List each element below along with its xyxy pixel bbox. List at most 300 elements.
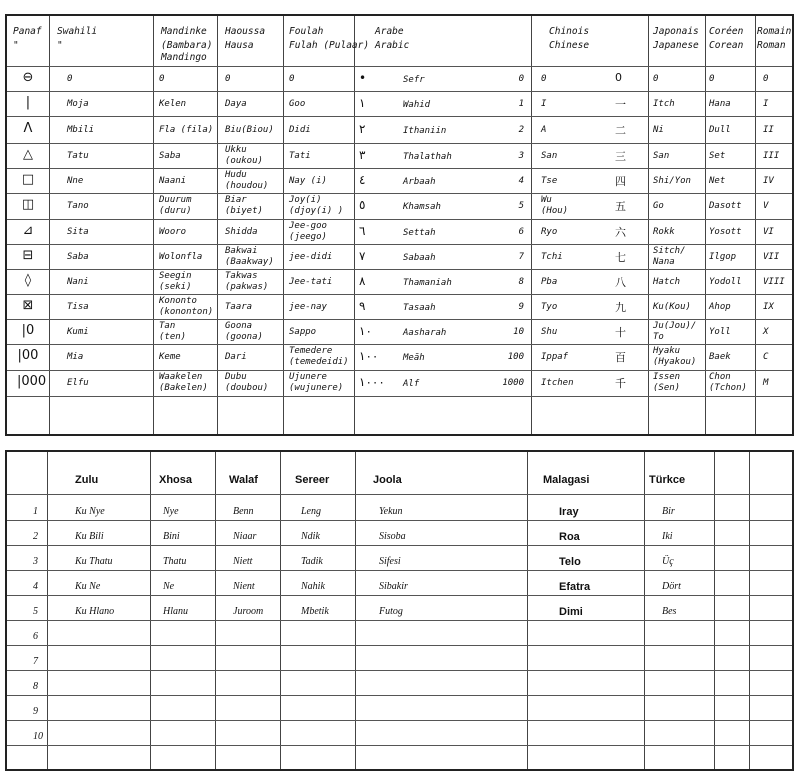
chinese-character: 百 xyxy=(615,351,626,364)
row-number: 2 xyxy=(33,531,38,542)
column-divider xyxy=(355,452,356,769)
panaf-numeral-symbol: |000 xyxy=(17,374,47,389)
cn_name-value: I xyxy=(541,99,547,109)
fulah-value: Jee-tati xyxy=(289,277,333,287)
hausa-value: Dubu xyxy=(225,372,247,382)
panaf-numeral-symbol: |0 xyxy=(21,323,35,338)
kr-value: (Tchon) xyxy=(709,383,747,393)
column-header: Chinois xyxy=(549,26,590,37)
language-header: Zulu xyxy=(75,474,99,486)
column-header-sub: Hausa xyxy=(225,40,254,51)
jp-value: Ju(Jou)/ xyxy=(653,321,697,331)
row-divider xyxy=(7,520,792,521)
jp-value: Hatch xyxy=(653,277,681,287)
mandinke-value: (seki) xyxy=(159,282,192,292)
row-divider xyxy=(7,91,792,92)
mandinke-value: Naani xyxy=(159,176,187,186)
mandinke-value: Wooro xyxy=(159,227,187,237)
hausa-value: (pakwas) xyxy=(225,282,269,292)
cn_name-value: Ryo xyxy=(541,227,558,237)
number-word: Ku Nye xyxy=(75,506,105,517)
column-header-sub: Corean xyxy=(709,40,744,51)
roman-numeral: IX xyxy=(763,302,774,312)
fulah-value: (jeego) xyxy=(289,232,327,242)
number-word: Dimi xyxy=(559,606,583,618)
column-header: Arabe xyxy=(375,26,404,37)
arabic-numeral-symbol: ٨ xyxy=(359,274,366,288)
number-word: Telo xyxy=(559,556,581,568)
row-number: 6 xyxy=(33,631,38,642)
number-word: Ne xyxy=(163,581,175,592)
mandinke-value: 0 xyxy=(159,74,165,84)
hausa-value: Dari xyxy=(225,352,247,362)
arabic-name: Sabaah xyxy=(403,253,436,263)
column-header-sub: Japanese xyxy=(653,40,699,51)
column-header-sub: " xyxy=(13,40,19,51)
number-word: Benn xyxy=(233,506,254,517)
language-header: Sereer xyxy=(295,474,330,486)
hausa-value: 0 xyxy=(225,74,231,84)
chinese-character: 七 xyxy=(615,251,626,264)
row-number: 1 xyxy=(33,506,38,517)
swahili-value: Kumi xyxy=(67,327,89,337)
hausa-value: (Baakway) xyxy=(225,257,274,267)
kr-value: Hana xyxy=(709,99,731,109)
number-word: Tadik xyxy=(301,556,323,567)
roman-numeral: IV xyxy=(763,176,774,186)
row-divider xyxy=(7,219,792,220)
row-number: 4 xyxy=(33,581,38,592)
column-header: Coréen xyxy=(709,26,744,37)
number-word: Hlanu xyxy=(163,606,188,617)
arabic-name: Alf xyxy=(403,379,420,389)
column-divider xyxy=(153,16,154,434)
swahili-value: Elfu xyxy=(67,378,89,388)
row-divider xyxy=(7,620,792,621)
arabic-number: 10 xyxy=(513,327,524,337)
mandinke-value: Keme xyxy=(159,352,181,362)
arabic-numeral-symbol: ٤ xyxy=(359,173,366,187)
row-divider xyxy=(7,745,792,746)
row-number: 7 xyxy=(33,656,38,667)
cn_name-value: 0 xyxy=(541,74,547,84)
column-header: Romain xyxy=(757,26,792,37)
roman-numeral: II xyxy=(763,125,774,135)
arabic-numeral-symbol: ٥ xyxy=(359,198,366,212)
arabic-numeral-symbol: ٩ xyxy=(359,299,366,313)
mandinke-value: (kononton) xyxy=(159,307,214,317)
jp-value: Rokk xyxy=(653,227,675,237)
kr-value: Ilgop xyxy=(709,252,737,262)
row-number: 5 xyxy=(33,606,38,617)
kr-value: Net xyxy=(709,176,726,186)
arabic-name: Arbaah xyxy=(403,177,436,187)
mandinke-value: Fla (fila) xyxy=(159,125,214,135)
arabic-numeral-symbol: ١٠ xyxy=(359,324,372,338)
arabic-number: 9 xyxy=(518,302,524,312)
language-header: Xhosa xyxy=(159,474,193,486)
column-header: Haoussa xyxy=(225,26,266,37)
fulah-value: jee-nay xyxy=(289,302,327,312)
row-divider xyxy=(7,595,792,596)
arabic-name: Tasaah xyxy=(403,303,436,313)
column-header-sub: Arabic xyxy=(375,40,410,51)
arabic-numeral-symbol: ١٠٠٠ xyxy=(359,375,385,389)
roman-numeral: VI xyxy=(763,227,774,237)
column-divider xyxy=(648,16,649,434)
column-header-sub: Roman xyxy=(757,40,786,51)
kr-value: Chon xyxy=(709,372,731,382)
number-word: Bir xyxy=(662,506,675,517)
number-word: Yekun xyxy=(379,506,403,517)
fulah-value: (wujunere) xyxy=(289,383,344,393)
kr-value: Baek xyxy=(709,352,731,362)
kr-value: Dull xyxy=(709,125,731,135)
arabic-number: 7 xyxy=(518,252,524,262)
cn_name-value: (Hou) xyxy=(541,206,569,216)
cn_name-value: A xyxy=(541,125,547,135)
swahili-value: Tisa xyxy=(67,302,89,312)
column-header-sub: Fulah (Pulaar) xyxy=(289,40,370,51)
hausa-value: Biu(Biou) xyxy=(225,125,274,135)
fulah-value: Jee-goo xyxy=(289,221,327,231)
column-header: Japonais xyxy=(653,26,699,37)
hausa-value: (houdou) xyxy=(225,181,269,191)
fulah-value: Didi xyxy=(289,125,311,135)
language-header: Malagasi xyxy=(543,474,590,486)
chinese-character: 千 xyxy=(615,377,626,390)
fulah-value: Sappo xyxy=(289,327,317,337)
jp-value: Issen xyxy=(653,372,681,382)
row-divider xyxy=(7,168,792,169)
number-word: Roa xyxy=(559,531,580,543)
number-word: Ndik xyxy=(301,531,320,542)
roman-numeral: 0 xyxy=(763,74,769,84)
hausa-value: Bakwai xyxy=(225,246,258,256)
swahili-value: Tano xyxy=(67,201,89,211)
cn_name-value: Tchi xyxy=(541,252,563,262)
kr-value: Yosott xyxy=(709,227,742,237)
panaf-numeral-symbol: △ xyxy=(23,147,33,162)
jp-value: 0 xyxy=(653,74,659,84)
kr-value: Set xyxy=(709,151,726,161)
arabic-number: 0 xyxy=(518,74,524,84)
numerals-table-top xyxy=(5,14,794,436)
arabic-name: Meāh xyxy=(403,353,425,363)
hausa-value: Hudu xyxy=(225,170,247,180)
mandinke-value: Wolonfla xyxy=(159,252,203,262)
swahili-value: Mia xyxy=(67,352,84,362)
arabic-number: 4 xyxy=(518,176,524,186)
row-divider xyxy=(7,116,792,117)
fulah-value: Joy(i) xyxy=(289,195,322,205)
jp-value: (Sen) xyxy=(653,383,681,393)
number-word: Iki xyxy=(662,531,673,542)
number-word: Dört xyxy=(662,581,681,592)
arabic-number: 3 xyxy=(518,151,524,161)
row-divider xyxy=(7,269,792,270)
number-word: Ku Thatu xyxy=(75,556,113,567)
number-word: Sifesi xyxy=(379,556,401,567)
row-divider xyxy=(7,370,792,371)
fulah-value: Temedere xyxy=(289,346,333,356)
column-header: Panaf xyxy=(13,26,42,37)
column-header: Mandinke xyxy=(161,26,207,37)
arabic-name: Ithaniin xyxy=(403,126,447,136)
arabic-name: Aasharah xyxy=(403,328,447,338)
arabic-name: Settah xyxy=(403,228,436,238)
fulah-value: (temedeidi) xyxy=(289,357,349,367)
column-header: Swahili xyxy=(57,26,98,37)
panaf-numeral-symbol: □ xyxy=(21,172,35,187)
hausa-value: Taara xyxy=(225,302,253,312)
swahili-value: Saba xyxy=(67,252,89,262)
number-word: Thatu xyxy=(163,556,187,567)
row-divider xyxy=(7,344,792,345)
numerals-table-bottom xyxy=(5,450,794,771)
number-word: Nahik xyxy=(301,581,325,592)
number-word: Nye xyxy=(163,506,179,517)
column-divider xyxy=(531,16,532,434)
column-divider xyxy=(217,16,218,434)
jp-value: Go xyxy=(653,201,664,211)
panaf-numeral-symbol: ⊿ xyxy=(22,223,34,238)
column-divider xyxy=(755,16,756,434)
arabic-numeral-symbol: ٣ xyxy=(359,148,366,162)
kr-value: 0 xyxy=(709,74,715,84)
roman-numeral: V xyxy=(763,201,769,211)
hausa-value: Takwas xyxy=(225,271,258,281)
chinese-character: 一 xyxy=(615,98,626,111)
arabic-name: Thalathah xyxy=(403,152,452,162)
column-divider xyxy=(47,452,48,769)
arabic-numeral-symbol: • xyxy=(359,71,367,85)
number-word: Niaar xyxy=(233,531,257,542)
column-divider xyxy=(705,16,706,434)
mandinke-value: (ten) xyxy=(159,332,187,342)
panaf-numeral-symbol: ⊖ xyxy=(22,70,34,85)
chinese-character: 0 xyxy=(615,71,622,84)
row-number: 3 xyxy=(33,556,38,567)
roman-numeral: I xyxy=(763,99,769,109)
row-number: 9 xyxy=(33,706,38,717)
swahili-value: 0 xyxy=(67,74,73,84)
panaf-numeral-symbol: ◫ xyxy=(21,197,35,212)
jp-value: Hyaku xyxy=(653,346,681,356)
hausa-value: Shidda xyxy=(225,227,258,237)
column-header-sub2: Mandingo xyxy=(161,52,207,63)
chinese-character: 九 xyxy=(615,301,626,314)
arabic-numeral-symbol: ١٠٠ xyxy=(359,349,379,363)
panaf-numeral-symbol: ⊠ xyxy=(22,298,34,313)
cn_name-value: Tse xyxy=(541,176,558,186)
arabic-number: 1 xyxy=(518,99,524,109)
cn_name-value: San xyxy=(541,151,558,161)
hausa-value: Biar xyxy=(225,195,247,205)
column-header-sub: (Bambara) xyxy=(161,40,213,51)
panaf-numeral-symbol: Λ xyxy=(23,121,33,136)
number-word: Sisoba xyxy=(379,531,406,542)
row-divider xyxy=(7,720,792,721)
number-word: Ku Ne xyxy=(75,581,101,592)
chinese-character: 二 xyxy=(615,124,626,137)
jp-value: Shi/Yon xyxy=(653,176,691,186)
column-divider xyxy=(49,16,50,434)
number-word: Bini xyxy=(163,531,180,542)
row-divider xyxy=(7,66,792,67)
column-divider xyxy=(283,16,284,434)
number-word: Üç xyxy=(662,556,674,567)
column-divider xyxy=(280,452,281,769)
fulah-value: Goo xyxy=(289,99,306,109)
mandinke-value: Saba xyxy=(159,151,181,161)
cn_name-value: Ippaf xyxy=(541,352,569,362)
jp-value: Itch xyxy=(653,99,675,109)
fulah-value: Nay (i) xyxy=(289,176,327,186)
chinese-character: 八 xyxy=(615,276,626,289)
number-word: Bes xyxy=(662,606,677,617)
arabic-number: 5 xyxy=(518,201,524,211)
jp-value: (Hyakou) xyxy=(653,357,697,367)
row-divider xyxy=(7,645,792,646)
chinese-character: 十 xyxy=(615,326,626,339)
arabic-numeral-symbol: ٦ xyxy=(359,224,366,238)
roman-numeral: M xyxy=(763,378,769,388)
panaf-numeral-symbol: ◊ xyxy=(24,273,32,288)
swahili-value: Sita xyxy=(67,227,89,237)
kr-value: Yoll xyxy=(709,327,731,337)
roman-numeral: C xyxy=(763,352,769,362)
fulah-value: 0 xyxy=(289,74,295,84)
cn_name-value: Tyo xyxy=(541,302,558,312)
mandinke-value: Kononto xyxy=(159,296,197,306)
cn_name-value: Wu xyxy=(541,195,552,205)
arabic-number: 8 xyxy=(518,277,524,287)
row-divider xyxy=(7,670,792,671)
row-divider xyxy=(7,494,792,495)
fulah-value: jee-didi xyxy=(289,252,333,262)
row-divider xyxy=(7,294,792,295)
jp-value: San xyxy=(653,151,670,161)
number-word: Ku Bili xyxy=(75,531,104,542)
arabic-number: 2 xyxy=(518,125,524,135)
jp-value: Sitch/ xyxy=(653,246,686,256)
roman-numeral: III xyxy=(763,151,780,161)
column-header-sub: Chinese xyxy=(549,40,590,51)
hausa-value: (oukou) xyxy=(225,156,263,166)
mandinke-value: Waakelen xyxy=(159,372,203,382)
panaf-numeral-symbol: | xyxy=(25,95,31,110)
row-divider xyxy=(7,545,792,546)
swahili-value: Moja xyxy=(67,99,89,109)
number-word: Ku Hlano xyxy=(75,606,115,617)
language-header: Walaf xyxy=(229,474,258,486)
jp-value: To xyxy=(653,332,664,342)
fulah-value: Ujunere xyxy=(289,372,327,382)
column-divider xyxy=(215,452,216,769)
fulah-value: Tati xyxy=(289,151,311,161)
mandinke-value: Tan xyxy=(159,321,176,331)
swahili-value: Tatu xyxy=(67,151,89,161)
chinese-character: 五 xyxy=(615,200,626,213)
number-word: Sibakir xyxy=(379,581,408,592)
column-divider xyxy=(749,452,750,769)
chinese-character: 六 xyxy=(615,226,626,239)
number-word: Leng xyxy=(301,506,321,517)
roman-numeral: VIII xyxy=(763,277,785,287)
language-header: Türkce xyxy=(649,474,686,486)
row-number: 8 xyxy=(33,681,38,692)
kr-value: Dasott xyxy=(709,201,742,211)
language-header: Joola xyxy=(373,474,402,486)
mandinke-value: Duurum xyxy=(159,195,192,205)
row-divider xyxy=(7,193,792,194)
number-word: Juroom xyxy=(233,606,264,617)
swahili-value: Nani xyxy=(67,277,89,287)
panaf-numeral-symbol: |00 xyxy=(17,348,39,363)
jp-value: Nana xyxy=(653,257,675,267)
cn_name-value: Itchen xyxy=(541,378,574,388)
number-word: Niett xyxy=(233,556,253,567)
column-divider xyxy=(527,452,528,769)
row-divider xyxy=(7,143,792,144)
jp-value: Ni xyxy=(653,125,664,135)
arabic-numeral-symbol: ٢ xyxy=(359,122,366,136)
roman-numeral: X xyxy=(763,327,769,337)
number-word: Efatra xyxy=(559,581,591,593)
hausa-value: (biyet) xyxy=(225,206,263,216)
hausa-value: Ukku xyxy=(225,145,247,155)
jp-value: Ku(Kou) xyxy=(653,302,691,312)
arabic-name: Wahid xyxy=(403,100,431,110)
arabic-number: 100 xyxy=(507,352,524,362)
chinese-character: 三 xyxy=(615,150,626,163)
arabic-numeral-symbol: ٧ xyxy=(359,249,366,263)
cn_name-value: Shu xyxy=(541,327,558,337)
row-divider xyxy=(7,695,792,696)
column-divider xyxy=(354,16,355,434)
row-divider xyxy=(7,396,792,397)
number-word: Iray xyxy=(559,506,579,518)
arabic-name: Khamsah xyxy=(403,202,441,212)
mandinke-value: (Bakelen) xyxy=(159,383,208,393)
hausa-value: (doubou) xyxy=(225,383,269,393)
column-divider xyxy=(644,452,645,769)
hausa-value: Daya xyxy=(225,99,247,109)
row-divider xyxy=(7,570,792,571)
cn_name-value: Pba xyxy=(541,277,558,287)
number-word: Futog xyxy=(379,606,403,617)
mandinke-value: Seegin xyxy=(159,271,192,281)
mandinke-value: Kelen xyxy=(159,99,187,109)
arabic-number: 1000 xyxy=(502,378,524,388)
panaf-numeral-symbol: ⊟ xyxy=(22,248,34,263)
kr-value: Ahop xyxy=(709,302,731,312)
number-word: Nient xyxy=(233,581,255,592)
row-divider xyxy=(7,319,792,320)
hausa-value: (goona) xyxy=(225,332,263,342)
mandinke-value: (duru) xyxy=(159,206,192,216)
row-number: 10 xyxy=(33,731,43,742)
arabic-name: Sefr xyxy=(403,75,425,85)
column-header-sub: " xyxy=(57,40,63,51)
number-word: Mbetik xyxy=(301,606,329,617)
arabic-number: 6 xyxy=(518,227,524,237)
swahili-value: Nne xyxy=(67,176,84,186)
hausa-value: Goona xyxy=(225,321,253,331)
kr-value: Yodoll xyxy=(709,277,742,287)
roman-numeral: VII xyxy=(763,252,780,262)
